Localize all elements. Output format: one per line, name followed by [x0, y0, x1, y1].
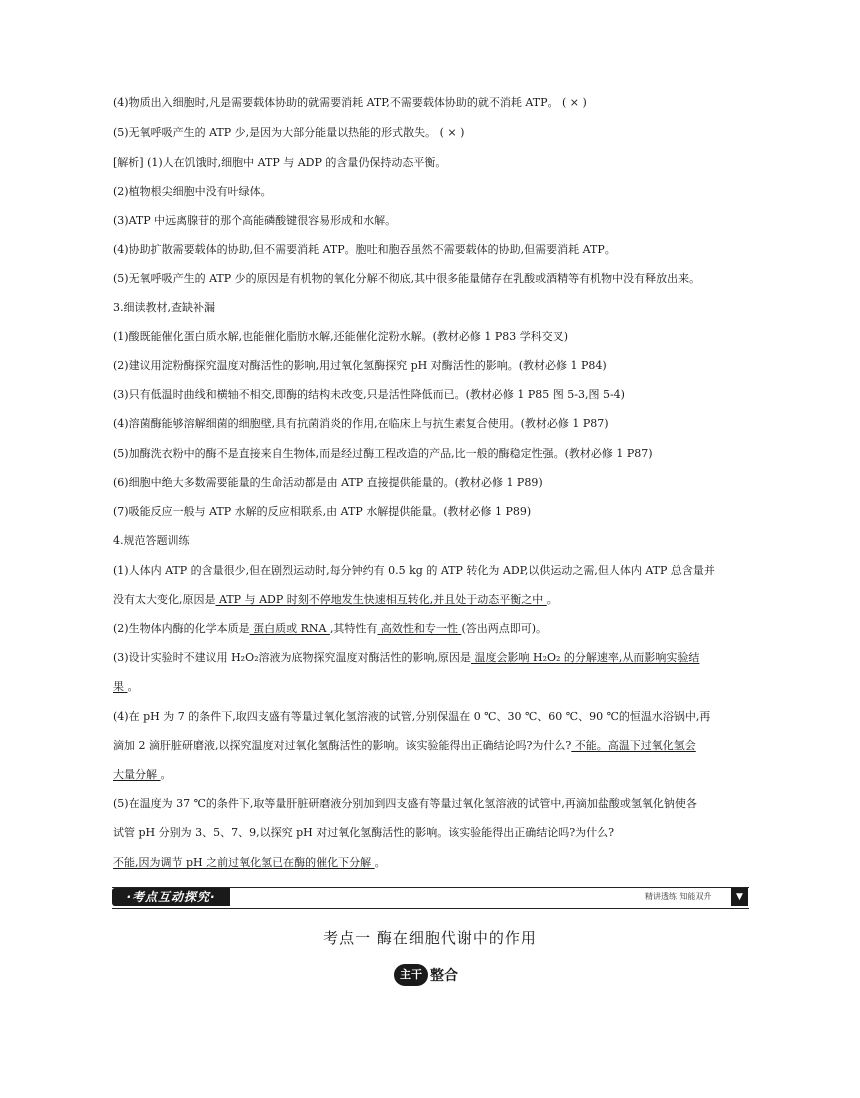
banner-right-text: 精讲透练 知能双升	[645, 892, 712, 901]
text-segment: (5)无氧呼吸产生的 ATP 少的原因是有机物的氧化分解不彻底,其中很多能量储存在乳酸或酒精等有机物中没有释放出来。	[113, 272, 701, 285]
text-segment: (1)酸既能催化蛋白质水解,也能催化脂肪水解,还能催化淀粉水解。(教材必修 1 P83 学科交叉)	[113, 330, 569, 343]
text-line	[113, 593, 558, 607]
text-line	[113, 301, 215, 315]
answer-blank: ATP 与 ADP 时刻不停地发生快速相互转化,并且处于动态平衡之中	[215, 593, 547, 606]
text-segment: (3)只有低温时曲线和横轴不相交,即酶的结构未改变,只是活性降低而已。(教材必修 1 P85 图 5-3,图 5-4)	[113, 388, 625, 401]
text-line	[113, 739, 696, 753]
text-line	[113, 96, 587, 110]
text-segment: ,其特性有	[329, 622, 378, 635]
text-segment: (2)植物根尖细胞中没有叶绿体。	[113, 185, 272, 198]
text-segment: 。	[546, 593, 558, 606]
text-segment: (4)物质出入细胞时,凡是需要载体协助的就需要消耗 ATP,不需要载体协助的就不消耗 ATP。 ( × )	[113, 96, 587, 109]
answer-blank: 果	[113, 680, 128, 693]
text-segment: (答出两点即可)。	[461, 622, 548, 635]
section-logo	[394, 963, 458, 987]
text-segment: (7)吸能反应一般与 ATP 水解的反应相联系,由 ATP 水解提供能量。(教材必修 1 P89)	[113, 505, 532, 518]
text-line	[113, 826, 614, 840]
text-line	[113, 417, 609, 431]
text-segment: (3)设计实验时不建议用 H₂O₂溶液为底物探究温度对酶活性的影响,原因是	[113, 651, 472, 664]
text-segment: (2)生物体内酶的化学本质是	[113, 622, 250, 635]
text-segment: 滴加 2 滴肝脏研磨液,以探究温度对过氧化氢酶活性的影响。该实验能得出正确结论吗?为什么?	[113, 739, 572, 752]
arrow-down-icon: ▼	[731, 888, 748, 906]
text-line	[113, 505, 531, 519]
text-line	[113, 768, 172, 782]
text-segment: 3.细读教材,查缺补漏	[113, 301, 215, 314]
logo-text: 整合	[430, 968, 458, 984]
answer-blank: 大量分解	[113, 768, 161, 781]
text-segment: [解析] (1)人在饥饿时,细胞中 ATP 与 ADP 的含量仍保持动态平衡。	[113, 156, 447, 169]
text-segment: (4)在 pH 为 7 的条件下,取四支盛有等量过氧化氢溶液的试管,分别保温在 0 ℃、30 ℃、60 ℃、90 ℃的恒温水浴锅中,再	[113, 710, 711, 723]
text-segment: 。	[127, 680, 139, 693]
text-segment: 4.规范答题训练	[113, 534, 190, 547]
text-segment: 试管 pH 分别为 3、5、7、9,以探究 pH 对过氧化氢酶活性的影响。该实验能得出正确结论吗?为什么?	[113, 826, 615, 839]
text-line	[113, 185, 272, 199]
text-segment: (5)在温度为 37 ℃的条件下,取等量肝脏研磨液分别加到四支盛有等量过氧化氢溶液的试管中,再滴加盐酸或氢氧化钠使各	[113, 797, 697, 810]
text-line	[113, 680, 139, 694]
text-line	[113, 710, 710, 724]
text-segment: (1)人体内 ATP 的含量很少,但在剧烈运动时,每分钟约有 0.5 kg 的 ATP 转化为 ADP,以供运动之需,但人体内 ATP 总含量并	[113, 564, 715, 577]
text-segment: (6)细胞中绝大多数需要能量的生命活动都是由 ATP 直接提供能量的。(教材必修 1 P89)	[113, 476, 543, 489]
answer-blank: 不能。高温下过氧化氢会	[571, 739, 696, 752]
banner-tag: ·考点互动探究·	[112, 888, 230, 906]
logo-badge: 主干	[394, 964, 428, 986]
text-line	[113, 651, 699, 665]
answer-blank: 温度会影响 H₂O₂ 的分解速率,从而影响实验结	[471, 651, 700, 664]
text-line	[113, 797, 697, 811]
answer-blank: 不能,因为调节 pH 之前过氧化氢已在酶的催化下分解	[113, 856, 375, 869]
text-segment: (4)协助扩散需要载体的协助,但不需要消耗 ATP。胞吐和胞吞虽然不需要载体的协助,但需要消耗 ATP。	[113, 243, 616, 256]
text-segment: (4)溶菌酶能够溶解细菌的细胞壁,具有抗菌消炎的作用,在临床上与抗生素复合使用。(教材必修 1 P87)	[113, 417, 609, 430]
text-line	[113, 564, 715, 578]
answer-blank: 高效性和专一性	[377, 622, 462, 635]
text-line	[113, 156, 446, 170]
text-segment: (5)加酶洗衣粉中的酶不是直接来自生物体,而是经过酶工程改造的产品,比一般的酶稳定性强。(教材必修 1 P87)	[113, 447, 653, 460]
text-line	[113, 243, 616, 257]
text-segment: (2)建议用淀粉酶探究温度对酶活性的影响,用过氧化氢酶探究 pH 对酶活性的影响。(教材必修 1 P84)	[113, 359, 607, 372]
answer-blank: 蛋白质或 RNA	[249, 622, 330, 635]
text-line	[113, 272, 700, 286]
text-segment: 。	[374, 856, 386, 869]
text-segment: (5)无氧呼吸产生的 ATP 少,是因为大部分能量以热能的形式散失。 ( × )	[113, 126, 465, 139]
text-line	[113, 622, 547, 636]
text-line	[113, 534, 190, 548]
text-line	[113, 359, 607, 373]
text-line	[113, 126, 464, 140]
text-line	[113, 447, 653, 461]
text-line	[113, 214, 396, 228]
text-line	[113, 330, 568, 344]
text-line	[113, 476, 543, 490]
text-segment: 。	[160, 768, 172, 781]
text-line	[113, 388, 625, 402]
text-segment: 没有太大变化,原因是	[113, 593, 216, 606]
text-line	[113, 856, 386, 870]
section-title: 考点一 酶在细胞代谢中的作用	[323, 929, 537, 947]
text-segment: (3)ATP 中远离腺苷的那个高能磷酸键很容易形成和水解。	[113, 214, 397, 227]
